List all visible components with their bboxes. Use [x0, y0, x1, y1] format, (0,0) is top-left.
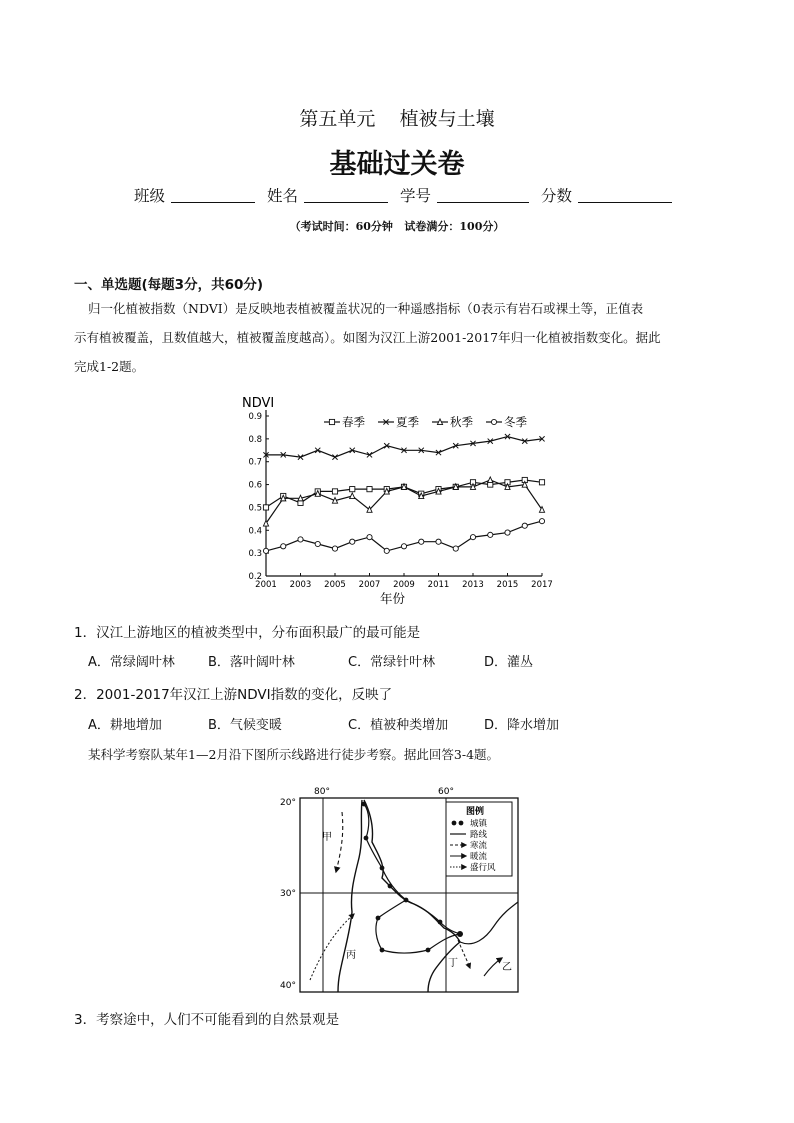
score-label: 分数 [541, 187, 573, 205]
lat-label-30: 30° [280, 889, 296, 899]
q1-option-b[interactable]: B．落叶阔叶林 [208, 655, 295, 670]
x-tick-label: 2005 [324, 580, 346, 590]
legend-town: 城镇 [470, 819, 488, 829]
legend-town-symbol [452, 821, 457, 826]
student-info-row [134, 184, 672, 206]
question-2-options [88, 714, 559, 733]
legend-label: 秋季 [450, 415, 473, 429]
intro-paragraph-2: 某科学考察队某年1—2月沿下图所示线路进行徒步考察。据此回答3-4题。 [88, 747, 500, 762]
intro-line-3: 完成1-2题。 [74, 359, 145, 374]
intro-line-2: 示有植被覆盖，且数值越大，植被覆盖度越高）。如图为汉江上游2001-2017年归一化植被指数变化。据此 [74, 330, 661, 345]
x-tick-label: 2013 [462, 580, 484, 590]
place-label-jia: 甲 [322, 832, 332, 843]
prevailing-wind-bing [310, 914, 354, 980]
x-tick-label: 2017 [531, 580, 553, 590]
q1-option-a[interactable]: A．常绿阔叶林 [88, 655, 175, 670]
data-point [505, 530, 510, 535]
data-point [298, 537, 303, 542]
question-1: 1．汉江上游地区的植被类型中，分布面积最广的最可能是 [74, 625, 421, 641]
question-3: 3．考察途中，人们不可能看到的自然景观是 [74, 1012, 340, 1028]
lon-label-80: 80° [314, 787, 330, 797]
intro-paragraph-1 [74, 294, 734, 381]
legend-wind: 盛行风 [470, 863, 496, 873]
data-point [332, 546, 337, 551]
data-point [332, 455, 337, 460]
data-point [470, 535, 475, 540]
data-point [488, 532, 493, 537]
data-point [488, 477, 493, 483]
y-tick-label: 0.3 [248, 549, 262, 560]
data-point [367, 535, 372, 540]
legend-label: 夏季 [396, 415, 419, 429]
data-point [367, 487, 372, 492]
data-point [539, 480, 544, 485]
x-tick-label: 2007 [358, 580, 381, 590]
unit-title: 第五单元 植被与土壤 [299, 108, 495, 130]
y-tick-label: 0.7 [248, 457, 262, 468]
y-tick-label: 0.2 [248, 572, 262, 582]
data-point [263, 548, 268, 553]
lon-label-60: 60° [438, 787, 454, 797]
place-label-bing: 丙 [346, 950, 356, 961]
x-tick-label: 2009 [393, 580, 415, 590]
y-tick-label: 0.4 [248, 526, 262, 537]
series-2 [263, 434, 544, 460]
series-3 [263, 477, 544, 526]
y-axis-label: NDVI [242, 396, 275, 411]
place-label-yi: 乙 [502, 962, 512, 973]
legend-label: 春季 [342, 415, 365, 429]
data-point [263, 505, 268, 510]
class-label: 班级 [134, 187, 166, 205]
data-point [332, 489, 337, 494]
name-label: 姓名 [267, 187, 299, 205]
legend-label: 冬季 [504, 415, 527, 429]
lat-label-20: 20° [280, 798, 296, 808]
data-point [539, 519, 544, 524]
data-point [419, 539, 424, 544]
x-tick-label: 2003 [289, 580, 312, 590]
x-tick-label: 2015 [496, 580, 519, 590]
q2-option-a[interactable]: A．耕地增加 [88, 718, 162, 733]
data-point [315, 448, 320, 453]
x-tick-label: 2011 [427, 580, 450, 590]
name-blank[interactable] [304, 184, 388, 203]
page-title: 基础过关卷 [329, 149, 465, 180]
data-point [350, 487, 355, 492]
data-point [453, 546, 458, 551]
y-tick-label: 0.9 [248, 412, 262, 422]
question-1-options [88, 651, 533, 670]
y-tick-label: 0.6 [248, 480, 262, 491]
x-axis-label: 年份 [380, 591, 406, 606]
place-label-ding: 丁 [448, 958, 458, 969]
y-tick-label: 0.8 [248, 434, 262, 445]
q1-option-c[interactable]: C．常绿针叶林 [348, 655, 436, 670]
coastline-south-east [460, 902, 518, 944]
route-map [278, 782, 524, 996]
q2-option-d[interactable]: D．降水增加 [484, 718, 560, 733]
data-point [315, 541, 320, 546]
data-point [436, 539, 441, 544]
class-blank[interactable] [171, 184, 255, 203]
data-point [384, 548, 389, 553]
q1-option-d[interactable]: D．灌丛 [484, 655, 534, 670]
coastline-west [338, 800, 362, 992]
data-point [281, 544, 286, 549]
legend-cold: 寒流 [470, 841, 488, 851]
q2-option-c[interactable]: C．植被种类增加 [348, 718, 449, 733]
series-1 [263, 477, 544, 510]
ndvi-chart [236, 392, 556, 608]
map-legend-title: 图例 [466, 807, 485, 817]
y-tick-label: 0.5 [248, 503, 262, 514]
intro-line-1: 归一化植被指数（NDVI）是反映地表植被覆盖状况的一种遥感指标（0表示有岩石或裸土等，正值表 [88, 301, 644, 316]
q2-option-b[interactable]: B．气候变暖 [208, 718, 282, 733]
warm-current-yi [484, 958, 502, 976]
section-heading: 一、单选题(每题3分，共60分) [74, 277, 264, 293]
id-blank[interactable] [437, 184, 529, 203]
exam-info: （考试时间：60分钟 试卷满分：100分） [289, 220, 505, 233]
question-2: 2．2001-2017年汉江上游NDVI指数的变化，反映了 [74, 687, 393, 703]
cold-current-jia [336, 812, 343, 872]
data-point [401, 544, 406, 549]
data-point [522, 523, 527, 528]
score-blank[interactable] [578, 184, 672, 203]
series-4 [263, 519, 544, 554]
x-tick-label: 2001 [255, 580, 277, 590]
legend-route: 路线 [470, 830, 488, 840]
legend-marker [491, 419, 496, 424]
legend-warm: 暖流 [470, 852, 488, 862]
legend-marker [329, 419, 334, 424]
id-label: 学号 [400, 187, 432, 205]
series-line [266, 437, 542, 458]
lat-label-40: 40° [280, 981, 296, 991]
data-point [350, 539, 355, 544]
data-point [350, 493, 355, 499]
